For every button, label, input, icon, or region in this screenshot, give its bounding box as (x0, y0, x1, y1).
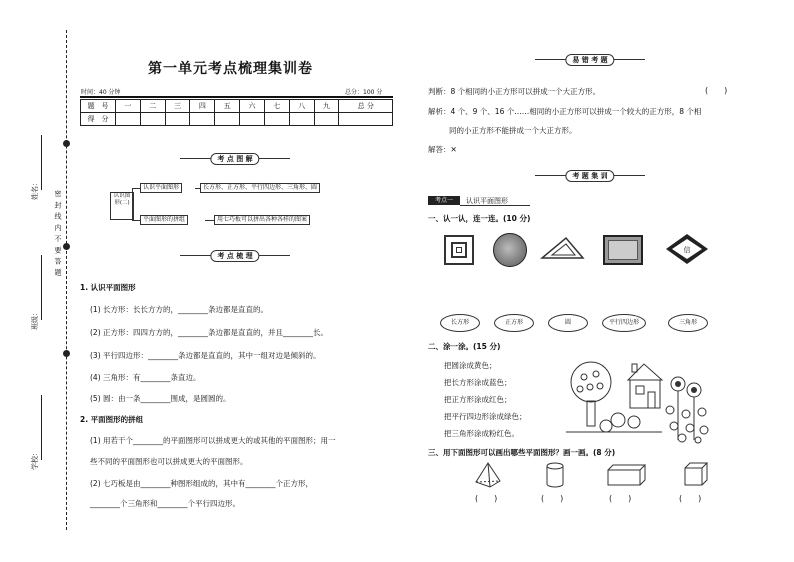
score-cell: 九 (314, 100, 339, 113)
section-banner-tujie (180, 153, 290, 165)
score-input[interactable] (339, 113, 393, 126)
left-line-1: (1) 长方形：长长方方的，________条边都是直直的。 (90, 305, 269, 314)
color-instruction-2: 把长方形涂成蓝色； (444, 378, 512, 387)
diagram-connector (132, 188, 140, 189)
school-line (41, 395, 42, 460)
score-input[interactable] (240, 113, 265, 126)
score-table (80, 99, 393, 126)
banner-label: 易 错 考 题 (565, 54, 614, 66)
coloring-scene-picture[interactable] (566, 352, 716, 444)
diagram-connector (132, 220, 140, 221)
kaodian-title: 认识平面图形 (466, 197, 508, 205)
svg-text:信: 信 (683, 246, 691, 254)
seal-hole-top (63, 140, 70, 147)
name-line (41, 135, 42, 190)
cylinder-solid (545, 462, 565, 488)
analysis-line-1: 解析：4 个、9 个、16 个……相同的小正方形可以拼成一个较大的正方形，8 个相 (428, 107, 702, 116)
score-cell: 五 (215, 100, 240, 113)
left-heading-2: 2. 平面图形的拼组 (80, 415, 144, 424)
section-banner-shuli (180, 250, 290, 262)
left-line-5: (5) 圆：由一条________围成，是圆圆的。 (90, 394, 231, 403)
seal-hole-middle (63, 243, 70, 250)
answer-paren-cylinder[interactable]: ( ) (541, 494, 564, 503)
seal-dashed-line (66, 30, 67, 530)
score-table-score-row (81, 113, 393, 126)
oval-label-triangle[interactable]: 三角形 (668, 314, 708, 332)
left-line-4: (4) 三角形：有________条直边。 (90, 373, 201, 382)
answer-line: 解答：✕ (428, 145, 457, 154)
left-line-7b: ________个三角形和________个平行四边形。 (90, 499, 240, 508)
name-label: 姓名： (31, 179, 39, 200)
score-input[interactable] (140, 113, 165, 126)
left-line-3: (3) 平行四边形：________条边都是直直的，其中一组对边是倾斜的。 (90, 351, 321, 360)
page-title: 第一单元考点梳理集训卷 (148, 61, 313, 77)
score-cell: 总 分 (339, 100, 393, 113)
diagram-connector (132, 188, 133, 220)
diagram-branch-shapes: 认识平面图形 (140, 183, 182, 193)
score-cell: 一 (116, 100, 141, 113)
score-row-label: 得 分 (81, 113, 116, 126)
color-instruction-5: 把三角形涂成粉红色。 (444, 429, 519, 438)
oval-label-parallelogram[interactable]: 平行四边形 (602, 314, 646, 332)
color-instruction-1: 把圆涂成黄色； (444, 361, 497, 370)
left-line-6b: 些不同的平面图形也可以拼成更大的平面图形。 (90, 457, 248, 466)
color-instruction-3: 把正方形涂成红色； (444, 395, 512, 404)
sign-parallelogram (665, 233, 709, 265)
left-line-2: (2) 正方形：四四方方的，________条边都是直直的，并且________长。 (90, 328, 329, 337)
score-cell: 六 (240, 100, 265, 113)
seal-text: 密 封 线 内 不 要 答 题 (54, 190, 62, 277)
class-line (41, 255, 42, 320)
score-input[interactable] (215, 113, 240, 126)
score-cell: 四 (190, 100, 215, 113)
diagram-root: 认识图形(二) (110, 192, 134, 220)
score-input[interactable] (314, 113, 339, 126)
score-input[interactable] (190, 113, 215, 126)
score-input[interactable] (116, 113, 141, 126)
kaodian-underline (460, 205, 530, 206)
left-line-7: (2) 七巧板是由________种图形组成的，其中有________个正方形， (90, 479, 314, 488)
tablet-rectangle (603, 235, 643, 265)
answer-paren-cube[interactable]: ( ) (679, 494, 702, 503)
school-label: 学校： (31, 449, 39, 470)
section-banner-jixun (535, 170, 645, 182)
question-3: 三、用下面图形可以画出哪些平面图形？画一画。(8 分) (428, 448, 616, 457)
answer-paren-cuboid[interactable]: ( ) (609, 494, 632, 503)
diagram-branch-shapes-detail: 长方形、正方形、平行四边形、三角形、圆 (200, 183, 320, 193)
diagram-branch-compose-detail: 用七巧板可以拼出各种各样的图案 (214, 215, 310, 225)
score-cell: 题 号 (81, 100, 116, 113)
banner-label: 考 点 图 解 (210, 153, 259, 165)
judge-question: 判断：8 个相同的小正方形可以拼成一个大正方形。 (428, 87, 601, 96)
exam-time: 时间：40 分钟 (81, 89, 121, 96)
score-cell: 八 (289, 100, 314, 113)
answer-paren-pyramid[interactable]: ( ) (475, 494, 498, 503)
score-cell: 二 (140, 100, 165, 113)
class-label: 班级： (31, 309, 39, 330)
diagram-branch-compose: 平面图形的拼组 (140, 215, 188, 225)
score-input[interactable] (165, 113, 190, 126)
score-table-header-row (81, 100, 393, 113)
section-banner-yicuo (535, 54, 645, 66)
oval-label-rectangle[interactable]: 长方形 (440, 314, 480, 332)
score-input[interactable] (264, 113, 289, 126)
header-rule (80, 96, 393, 98)
seal-hole-bottom (63, 350, 70, 357)
pyramid-solid (474, 462, 502, 488)
cuboid-solid (607, 464, 647, 486)
cube-solid (684, 462, 708, 486)
picture-frame-square (444, 235, 474, 265)
oval-label-circle[interactable]: 圆 (548, 314, 588, 332)
set-square-triangle (540, 236, 585, 260)
oval-label-square[interactable]: 正方形 (494, 314, 534, 332)
analysis-line-2: 同的小正方形不能拼成一个大正方形。 (449, 126, 577, 135)
question-2: 二、涂一涂。(15 分) (428, 342, 501, 351)
banner-label: 考 题 集 训 (565, 170, 614, 182)
coin-circle (493, 233, 527, 267)
banner-label: 考 点 梳 理 (210, 250, 259, 262)
left-heading-1: 1. 认识平面图形 (80, 283, 136, 292)
exam-total: 总分：100 分 (345, 89, 383, 96)
score-input[interactable] (289, 113, 314, 126)
question-1: 一、认一认，连一连。(10 分) (428, 214, 531, 223)
diagram-connector (205, 220, 214, 221)
score-cell: 七 (264, 100, 289, 113)
color-instruction-4: 把平行四边形涂成绿色； (444, 412, 527, 421)
score-cell: 三 (165, 100, 190, 113)
judge-answer-paren[interactable]: ( ) (705, 86, 728, 95)
left-line-6: (1) 用若干个________的平面图形可以拼成更大的或其他的平面图形；用一 (90, 436, 336, 445)
kaodian-tag: 考点一 (428, 196, 460, 205)
